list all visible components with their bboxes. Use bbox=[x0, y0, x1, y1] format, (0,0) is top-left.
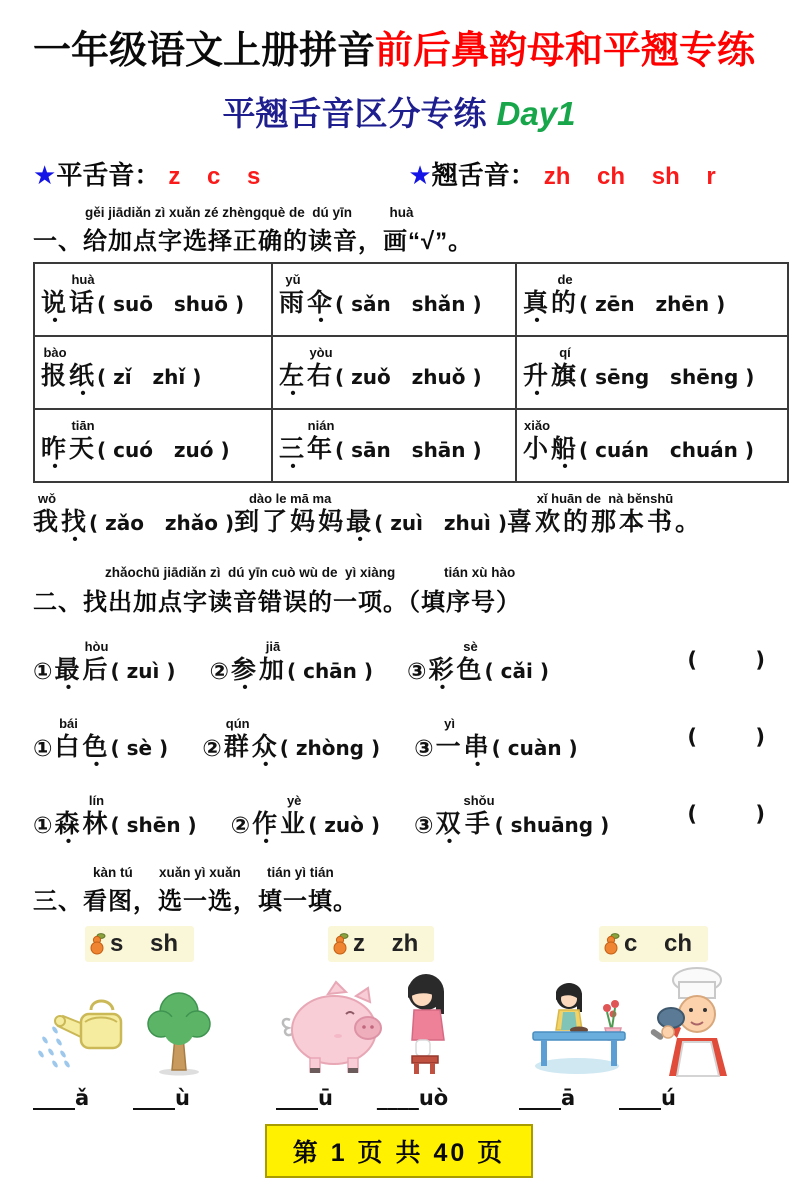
watering-can-icon bbox=[33, 982, 133, 1078]
star-icon: ★ bbox=[33, 159, 57, 190]
hanzi: 喜欢的那本书。 bbox=[506, 508, 703, 537]
choice-item[interactable] bbox=[407, 639, 549, 694]
hanzi: 纸 bbox=[69, 362, 98, 391]
pinyin bbox=[551, 418, 579, 434]
hanzi: 手 bbox=[465, 809, 494, 838]
pinyin-options[interactable]: ( zuǒ zhuǒ ) bbox=[335, 365, 482, 390]
question3-group bbox=[276, 926, 519, 1110]
char-block bbox=[280, 793, 308, 848]
pinyin bbox=[41, 272, 69, 288]
title-red-part: 前后鼻韵母和平翘专练 bbox=[375, 30, 756, 72]
curled-tongue-legend bbox=[408, 155, 715, 192]
section2-pinyin: zhǎochū jiādiǎn zì dú yīn cuò wù de yì xiàng tián xù hào bbox=[105, 565, 516, 581]
emphasis-dot: • bbox=[263, 832, 269, 850]
pinyin-option: ( cǎi ) bbox=[484, 658, 549, 683]
emphasis-dot bbox=[523, 464, 551, 473]
table-cell bbox=[272, 336, 516, 409]
section1-pinyin: gěi jiādiǎn zì xuǎn zé zhèngquè de dú yīn huà bbox=[85, 204, 414, 220]
hanzi: 最 bbox=[346, 508, 375, 537]
emphasis-dot bbox=[307, 464, 335, 473]
option-box[interactable] bbox=[85, 926, 194, 962]
char-block bbox=[429, 639, 457, 694]
sound-legend bbox=[33, 155, 765, 192]
circled-number: ① bbox=[33, 811, 53, 838]
pinyin: yòu bbox=[309, 345, 333, 361]
choice-item[interactable] bbox=[231, 793, 380, 848]
gourd-icon bbox=[332, 932, 349, 956]
hanzi: 到了妈妈 bbox=[234, 508, 347, 537]
hanzi: 众 bbox=[251, 732, 280, 761]
hanzi: 白 bbox=[54, 732, 83, 761]
char-block bbox=[464, 793, 495, 848]
char-block bbox=[346, 491, 375, 549]
circled-number: ① bbox=[33, 657, 53, 684]
choice-item[interactable] bbox=[202, 716, 380, 771]
pinyin-options[interactable]: ( zuì zhuì ) bbox=[374, 511, 507, 536]
pinyin bbox=[231, 639, 259, 655]
hanzi: 的 bbox=[551, 289, 580, 318]
char-block bbox=[252, 793, 280, 848]
char-block bbox=[41, 272, 70, 330]
choice-item[interactable] bbox=[33, 639, 175, 694]
pinyin-option: ( cuàn ) bbox=[491, 735, 578, 760]
emphasis-dot: • bbox=[534, 385, 540, 403]
hanzi: 彩 bbox=[428, 655, 457, 684]
char-block bbox=[54, 639, 82, 694]
table-cell bbox=[516, 336, 788, 409]
hanzi: 参 bbox=[230, 655, 259, 684]
emphasis-dot bbox=[280, 839, 308, 848]
hanzi: 雨 bbox=[279, 289, 308, 318]
emphasis-dot: • bbox=[65, 832, 72, 850]
hanzi: 双 bbox=[435, 809, 464, 838]
hanzi: 右 bbox=[307, 362, 336, 391]
pinyin: nián bbox=[307, 418, 335, 434]
pinyin-option: ( shēn ) bbox=[110, 812, 197, 837]
pinyin: bào bbox=[43, 345, 67, 361]
hanzi: 森 bbox=[54, 809, 83, 838]
title-black-part: 一年级语文上册拼音 bbox=[33, 30, 376, 72]
hanzi: 报 bbox=[41, 362, 70, 391]
hanzi: 真 bbox=[523, 289, 552, 318]
emphasis-dot: • bbox=[290, 385, 296, 403]
pinyin bbox=[54, 793, 82, 809]
star-icon: ★ bbox=[408, 159, 432, 190]
hanzi: 伞 bbox=[307, 289, 336, 318]
pinyin-option: ( shuāng ) bbox=[494, 812, 610, 837]
emphasis-dot: • bbox=[357, 531, 363, 549]
emphasis-dot: • bbox=[318, 312, 324, 330]
pinyin bbox=[83, 716, 111, 732]
emphasis-dot bbox=[279, 318, 307, 327]
section3-heading: 三、看图，选一选，填一填。 bbox=[33, 888, 358, 916]
pinyin: dào le mā ma bbox=[248, 491, 332, 507]
table-cell bbox=[516, 409, 788, 482]
emphasis-dot bbox=[436, 762, 464, 771]
emphasis-dot bbox=[507, 537, 703, 546]
circled-number: ② bbox=[202, 734, 222, 761]
flat-tongue-label: 平舌音： bbox=[56, 159, 161, 190]
char-block bbox=[523, 272, 552, 330]
pinyin: xiǎo bbox=[524, 418, 551, 434]
hanzi: 昨 bbox=[41, 435, 70, 464]
emphasis-dot: • bbox=[290, 458, 296, 476]
char-block bbox=[259, 639, 287, 694]
hanzi: 一 bbox=[435, 732, 464, 761]
emphasis-dot: • bbox=[446, 832, 453, 850]
char-block bbox=[69, 418, 97, 473]
pinyin-option: ( zuò ) bbox=[308, 812, 381, 837]
char-block bbox=[307, 272, 336, 330]
pinyin-options[interactable]: ( sān shān ) bbox=[335, 438, 482, 463]
char-block bbox=[464, 716, 492, 771]
emphasis-dot bbox=[307, 391, 335, 400]
table-cell bbox=[272, 409, 516, 482]
question2-row bbox=[33, 716, 765, 771]
hanzi: 作 bbox=[252, 809, 281, 838]
page-title bbox=[33, 30, 765, 74]
hanzi: 色 bbox=[456, 655, 485, 684]
char-block bbox=[54, 793, 82, 848]
char-block bbox=[41, 345, 69, 400]
char-block bbox=[523, 418, 551, 473]
pinyin bbox=[41, 418, 69, 434]
choice-item[interactable] bbox=[33, 793, 197, 848]
pinyin bbox=[61, 491, 89, 507]
pinyin bbox=[523, 345, 551, 361]
emphasis-dot bbox=[33, 537, 61, 546]
pinyin: qí bbox=[559, 345, 571, 361]
flat-tongue-legend bbox=[33, 155, 260, 192]
table-cell bbox=[516, 263, 788, 336]
option-letters: c ch bbox=[624, 930, 693, 958]
emphasis-dot: • bbox=[52, 312, 58, 330]
page-number-badge: 第 1 页 共 40 页 bbox=[265, 1124, 533, 1178]
char-block bbox=[457, 639, 485, 694]
option-letters: z zh bbox=[353, 930, 419, 958]
char-block bbox=[33, 491, 61, 546]
pinyin: sè bbox=[463, 638, 478, 654]
emphasis-dot bbox=[224, 762, 252, 771]
fill-in-blanks[interactable]: ____ū ____uò bbox=[276, 1086, 449, 1111]
emphasis-dot bbox=[69, 318, 97, 327]
pinyin bbox=[279, 418, 307, 434]
table-cell bbox=[34, 336, 272, 409]
pinyin bbox=[54, 639, 82, 655]
circled-number: ② bbox=[209, 657, 229, 684]
question2-row bbox=[33, 793, 765, 848]
pinyin bbox=[346, 491, 374, 507]
char-block bbox=[234, 491, 346, 546]
char-block bbox=[436, 716, 464, 771]
circled-number: ③ bbox=[414, 734, 434, 761]
emphasis-dot: • bbox=[263, 755, 269, 773]
emphasis-dot: • bbox=[534, 312, 540, 330]
pinyin bbox=[523, 272, 551, 288]
hanzi: 三 bbox=[279, 435, 308, 464]
emphasis-dot bbox=[83, 685, 111, 694]
hanzi: 色 bbox=[82, 732, 111, 761]
emphasis-dot bbox=[464, 839, 495, 848]
tree-icon bbox=[141, 986, 217, 1078]
pinyin-option: ( chān ) bbox=[286, 658, 374, 683]
hanzi: 话 bbox=[69, 289, 98, 318]
picture-row bbox=[33, 968, 276, 1078]
emphasis-dot bbox=[83, 839, 111, 848]
question3-group bbox=[33, 926, 276, 1110]
hanzi: 群 bbox=[223, 732, 252, 761]
choice-item[interactable] bbox=[414, 793, 609, 848]
hanzi: 串 bbox=[463, 732, 492, 761]
pinyin: qún bbox=[225, 715, 250, 731]
circled-number: ③ bbox=[414, 811, 434, 838]
emphasis-dot bbox=[54, 762, 82, 771]
emphasis-dot bbox=[457, 685, 485, 694]
picture-row bbox=[276, 968, 519, 1078]
pinyin-options[interactable]: ( cuó zuó ) bbox=[97, 438, 230, 463]
gourd-icon bbox=[603, 932, 620, 956]
pinyin: xǐ huān de nà běnshū bbox=[536, 491, 674, 507]
emphasis-dot bbox=[551, 391, 579, 400]
emphasis-dot bbox=[69, 464, 97, 473]
hanzi: 最 bbox=[54, 655, 83, 684]
emphasis-dot: • bbox=[439, 678, 446, 696]
gourd-icon bbox=[89, 932, 106, 956]
page-subtitle bbox=[33, 88, 765, 135]
table-cell bbox=[34, 263, 272, 336]
chef-icon bbox=[641, 966, 745, 1078]
option-box[interactable] bbox=[328, 926, 434, 962]
hanzi: 业 bbox=[280, 809, 309, 838]
hanzi: 找 bbox=[61, 508, 90, 537]
answer-parens[interactable]: ( ) bbox=[687, 724, 765, 749]
char-block bbox=[507, 491, 703, 546]
char-block bbox=[224, 716, 252, 771]
char-block bbox=[69, 272, 97, 327]
hanzi: 加 bbox=[258, 655, 287, 684]
emphasis-dot: • bbox=[65, 678, 72, 696]
char-block bbox=[279, 272, 307, 327]
circled-number: ③ bbox=[407, 657, 427, 684]
hanzi: 旗 bbox=[551, 362, 580, 391]
circled-number: ② bbox=[230, 811, 251, 838]
hanzi: 我 bbox=[33, 508, 62, 537]
pinyin-options[interactable]: ( zēn zhēn ) bbox=[579, 292, 726, 317]
hanzi: 林 bbox=[82, 809, 111, 838]
pinyin: lín bbox=[88, 792, 105, 808]
choice-item[interactable] bbox=[414, 716, 578, 771]
section3-pinyin: kàn tú xuǎn yì xuǎn tián yì tián bbox=[93, 864, 334, 880]
option-letters: s sh bbox=[110, 930, 179, 958]
pinyin: shǒu bbox=[463, 792, 495, 808]
pinyin-option: ( zuì ) bbox=[110, 658, 176, 683]
char-block bbox=[279, 418, 308, 476]
table-cell bbox=[34, 409, 272, 482]
question1-table bbox=[33, 262, 789, 483]
pinyin bbox=[307, 272, 335, 288]
pinyin bbox=[464, 716, 492, 732]
emphasis-dot bbox=[234, 537, 346, 546]
pinyin: jiā bbox=[265, 638, 281, 654]
hanzi: 天 bbox=[69, 435, 98, 464]
pinyin: tiān bbox=[71, 418, 95, 434]
subtitle-text: 平翘舌音区分专练 bbox=[222, 94, 487, 132]
hanzi: 升 bbox=[523, 362, 552, 391]
section1-heading: 一、给加点字选择正确的读音，画“√”。 bbox=[33, 228, 474, 256]
char-block bbox=[279, 345, 308, 403]
hanzi: 小 bbox=[523, 435, 552, 464]
pinyin-option: ( sè ) bbox=[110, 735, 169, 760]
pinyin: yì bbox=[444, 715, 456, 731]
footer bbox=[33, 1124, 765, 1178]
char-block bbox=[436, 793, 464, 848]
fill-in-blanks[interactable]: ____ā ____ú bbox=[519, 1086, 676, 1111]
question3-columns bbox=[33, 926, 765, 1110]
emphasis-dot bbox=[551, 318, 579, 327]
pinyin-option: ( zhòng ) bbox=[279, 735, 381, 760]
pinyin: yǔ bbox=[285, 272, 301, 288]
question1-sentence bbox=[33, 491, 765, 549]
char-block bbox=[252, 716, 280, 771]
sitting-girl-icon bbox=[396, 970, 462, 1078]
pinyin: wǒ bbox=[37, 491, 57, 507]
flat-tongue-letters: z c s bbox=[168, 162, 261, 190]
subtitle-day-label: Day1 bbox=[496, 94, 576, 132]
char-block bbox=[307, 418, 335, 473]
girl-planting-flowers-icon bbox=[519, 978, 637, 1078]
table-cell bbox=[272, 263, 516, 336]
choice-item[interactable] bbox=[209, 639, 373, 694]
emphasis-dot bbox=[41, 391, 69, 400]
pinyin-options[interactable]: ( cuán chuán ) bbox=[579, 438, 755, 463]
char-block bbox=[69, 345, 98, 403]
section2-heading: 二、找出加点字读音错误的一项。（填序号） bbox=[33, 588, 521, 616]
emphasis-dot: • bbox=[474, 755, 481, 773]
char-block bbox=[551, 272, 579, 327]
emphasis-dot: • bbox=[562, 458, 568, 476]
hanzi: 后 bbox=[82, 655, 111, 684]
pinyin-options[interactable]: ( suō shuō ) bbox=[97, 292, 245, 317]
pinyin-options[interactable]: ( zǐ zhǐ ) bbox=[97, 365, 202, 390]
char-block bbox=[83, 793, 111, 848]
fill-in-blanks[interactable]: ____ǎ ____ù bbox=[33, 1086, 190, 1111]
char-block bbox=[551, 345, 579, 400]
pinyin-options[interactable]: ( zǎo zhǎo ) bbox=[89, 511, 235, 536]
pinyin: hòu bbox=[84, 638, 109, 654]
question3-group bbox=[519, 926, 762, 1110]
pinyin-options[interactable]: ( sǎn shǎn ) bbox=[335, 292, 482, 317]
char-block bbox=[523, 345, 552, 403]
pig-icon bbox=[276, 978, 386, 1078]
answer-parens[interactable]: ( ) bbox=[687, 801, 765, 826]
pinyin: de bbox=[557, 272, 573, 288]
emphasis-dot: • bbox=[72, 531, 78, 549]
option-box[interactable] bbox=[599, 926, 708, 962]
emphasis-dot: • bbox=[93, 755, 100, 773]
pinyin bbox=[252, 793, 280, 809]
answer-parens[interactable]: ( ) bbox=[687, 647, 765, 672]
pinyin bbox=[436, 793, 464, 809]
char-block bbox=[54, 716, 82, 771]
pinyin bbox=[252, 716, 280, 732]
hanzi: 船 bbox=[551, 435, 580, 464]
picture-row bbox=[519, 968, 762, 1078]
hanzi: 左 bbox=[279, 362, 308, 391]
char-block bbox=[83, 639, 111, 694]
circled-number: ① bbox=[33, 734, 53, 761]
char-block bbox=[41, 418, 70, 476]
char-block bbox=[551, 418, 580, 476]
emphasis-dot: • bbox=[80, 385, 86, 403]
emphasis-dot: • bbox=[242, 678, 248, 696]
char-block bbox=[61, 491, 90, 549]
choice-item[interactable] bbox=[33, 716, 168, 771]
curled-tongue-letters: zh ch sh r bbox=[543, 162, 716, 190]
pinyin: bái bbox=[59, 715, 78, 731]
emphasis-dot: • bbox=[52, 458, 58, 476]
pinyin: yè bbox=[286, 792, 302, 808]
pinyin bbox=[69, 345, 97, 361]
question2-row bbox=[33, 639, 765, 694]
pinyin: huà bbox=[71, 272, 95, 288]
pinyin bbox=[279, 345, 307, 361]
char-block bbox=[231, 639, 259, 694]
hanzi: 年 bbox=[307, 435, 336, 464]
curled-tongue-label: 翘舌音： bbox=[431, 159, 536, 190]
char-block bbox=[83, 716, 111, 771]
char-block bbox=[307, 345, 335, 400]
emphasis-dot bbox=[259, 685, 287, 694]
pinyin-options[interactable]: ( sēng shēng ) bbox=[579, 365, 755, 390]
hanzi: 说 bbox=[41, 289, 70, 318]
pinyin bbox=[429, 639, 457, 655]
